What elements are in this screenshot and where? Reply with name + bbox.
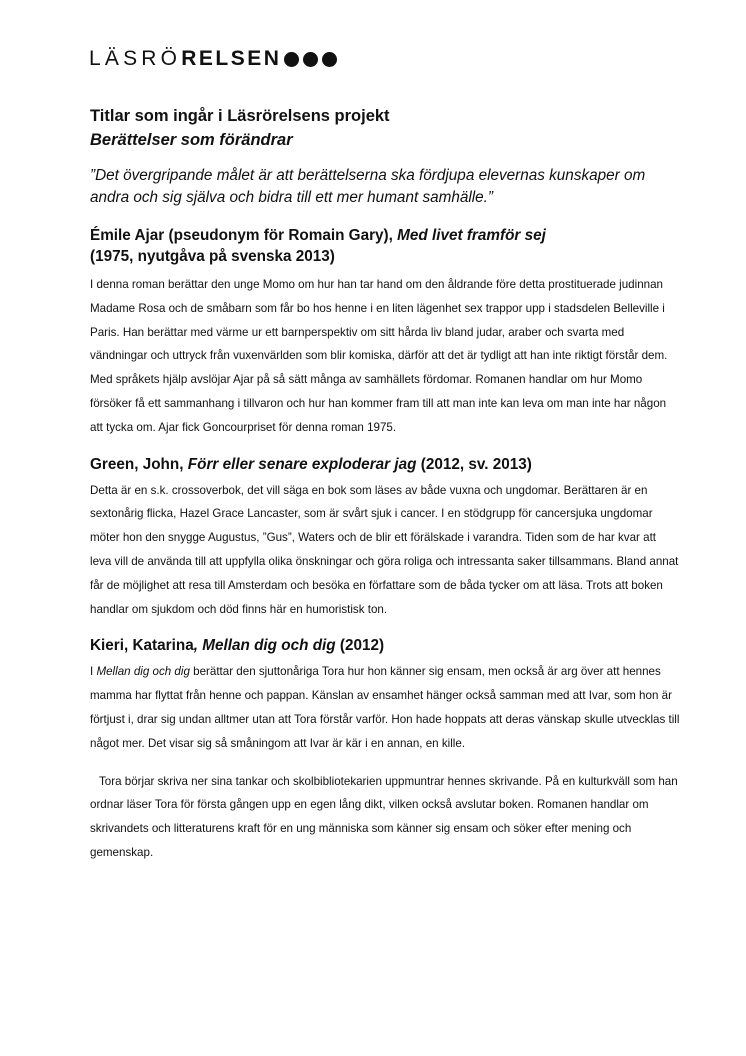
- logo-dot-icon: [322, 52, 337, 67]
- book-heading: [90, 635, 680, 656]
- logo-text-bold: RELSEN: [181, 47, 282, 70]
- book-heading: [90, 454, 680, 475]
- book-author: Émile Ajar (pseudonym för Romain Gary),: [90, 227, 393, 244]
- logo-text-light: LÄSRÖ: [89, 47, 182, 70]
- project-quote: ”Det övergripande målet är att berättelserna ska fördjupa elevernas kunskaper om andra och sig själva och bidra till ett mer humant samhälle.”: [90, 167, 646, 206]
- book-year: (1975, nyutgåva på svenska 2013): [90, 248, 335, 265]
- book-description-prefix: I: [90, 665, 97, 679]
- document-content: [90, 104, 680, 865]
- page-title: Titlar som ingår i Läsrörelsens projekt: [90, 107, 390, 125]
- book-entry-green: [90, 454, 680, 622]
- book-description: Detta är en s.k. crossoverbok, det vill säga en bok som läses av både vuxna och ungdomar. Berättaren är en sextonårig flicka, Hazel Grace Lancaster, som är svårt sjuk i cancer. I en stödgrupp för cancersjuka ungdomar möter hon den snygge Augustus, ”Gus”, Waters och de blir ett förälskade i varandra. Tiden som de har kvar att leva vill de använda till att uppfylla olika önskningar och göra roliga och intressanta saker tillsammans. Bland annat får de möjlighet att resa till Amsterdam och besöka en författare som de båda tycker om att läsa. Trots att boken handlar om sjukdom och död finns här en humoristisk ton.: [90, 483, 679, 616]
- book-title: Förr eller senare exploderar jag: [187, 455, 417, 473]
- logo-dot-icon: [303, 52, 318, 67]
- book-entry-kieri: [90, 635, 680, 864]
- book-description: [90, 660, 680, 755]
- book-year: (2012, sv. 2013): [420, 455, 532, 473]
- book-description-title: Mellan dig och dig: [96, 665, 190, 679]
- book-title: , Mellan dig och dig: [193, 637, 336, 655]
- logo-dots-icon: [284, 52, 341, 67]
- book-author: Green, John,: [90, 455, 184, 473]
- page-subtitle: Berättelser som förändrar: [90, 131, 293, 149]
- book-description-rest: berättar den sjuttonåriga Tora hur hon känner sig ensam, men också är arg över att hennes mamma har flyttat från henne och pappan. Känslan av ensamhet hänger också samman med att Ivar, som hon är förtjust i, drar sig undan alltmer utan att Tora förstår varför. Hon hade hoppats att deras vänskap skulle utvecklas till något mer. Det visar sig så småningom att Ivar är kär i en annan, en kille.: [90, 665, 680, 750]
- lasrorelsen-logo: [89, 44, 341, 74]
- book-year: (2012): [339, 637, 385, 655]
- book-description: I denna roman berättar den unge Momo om hur han tar hand om den åldrande före detta prostituerade judinnan Madame Rosa och de småbarn som får bo hos henne i en liten lägenhet sex trappor upp i stadsdelen Belleville i Paris. Han berättar med värme ur ett barnperspektiv om sitt hårda liv bland judar, araber och svarta med vändningar och uttryck från vuxenvärlden som blir komiska, därför att det är tydligt att han inte riktigt förstår dem. Med språkets hjälp avslöjar Ajar på så sätt många av samhällets fördomar. Romanen handlar om hur Momo försöker få ett sammanhang i tillvaron och hur han kommer fram till att man inte kan leva om man inte har någon att tycka om. Ajar fick Goncourpriset för denna roman 1975.: [90, 278, 668, 434]
- book-entry-ajar: [90, 225, 680, 440]
- book-description-continued: Tora börjar skriva ner sina tankar och skolbibliotekarien uppmuntrar hennes skrivande. På en kulturkväll som han ordnar läser Tora för första gången upp en egen lång dikt, vilken också avslutar boken. Romanen handlar om skrivandets och litteraturens kraft för en ung människa som känner sig ensam och söker efter mening och gemenskap.: [90, 774, 678, 859]
- book-author: Kieri, Katarina: [90, 637, 194, 655]
- book-heading: [90, 225, 680, 267]
- book-title: Med livet framför sej: [397, 227, 546, 244]
- logo-dot-icon: [284, 52, 299, 67]
